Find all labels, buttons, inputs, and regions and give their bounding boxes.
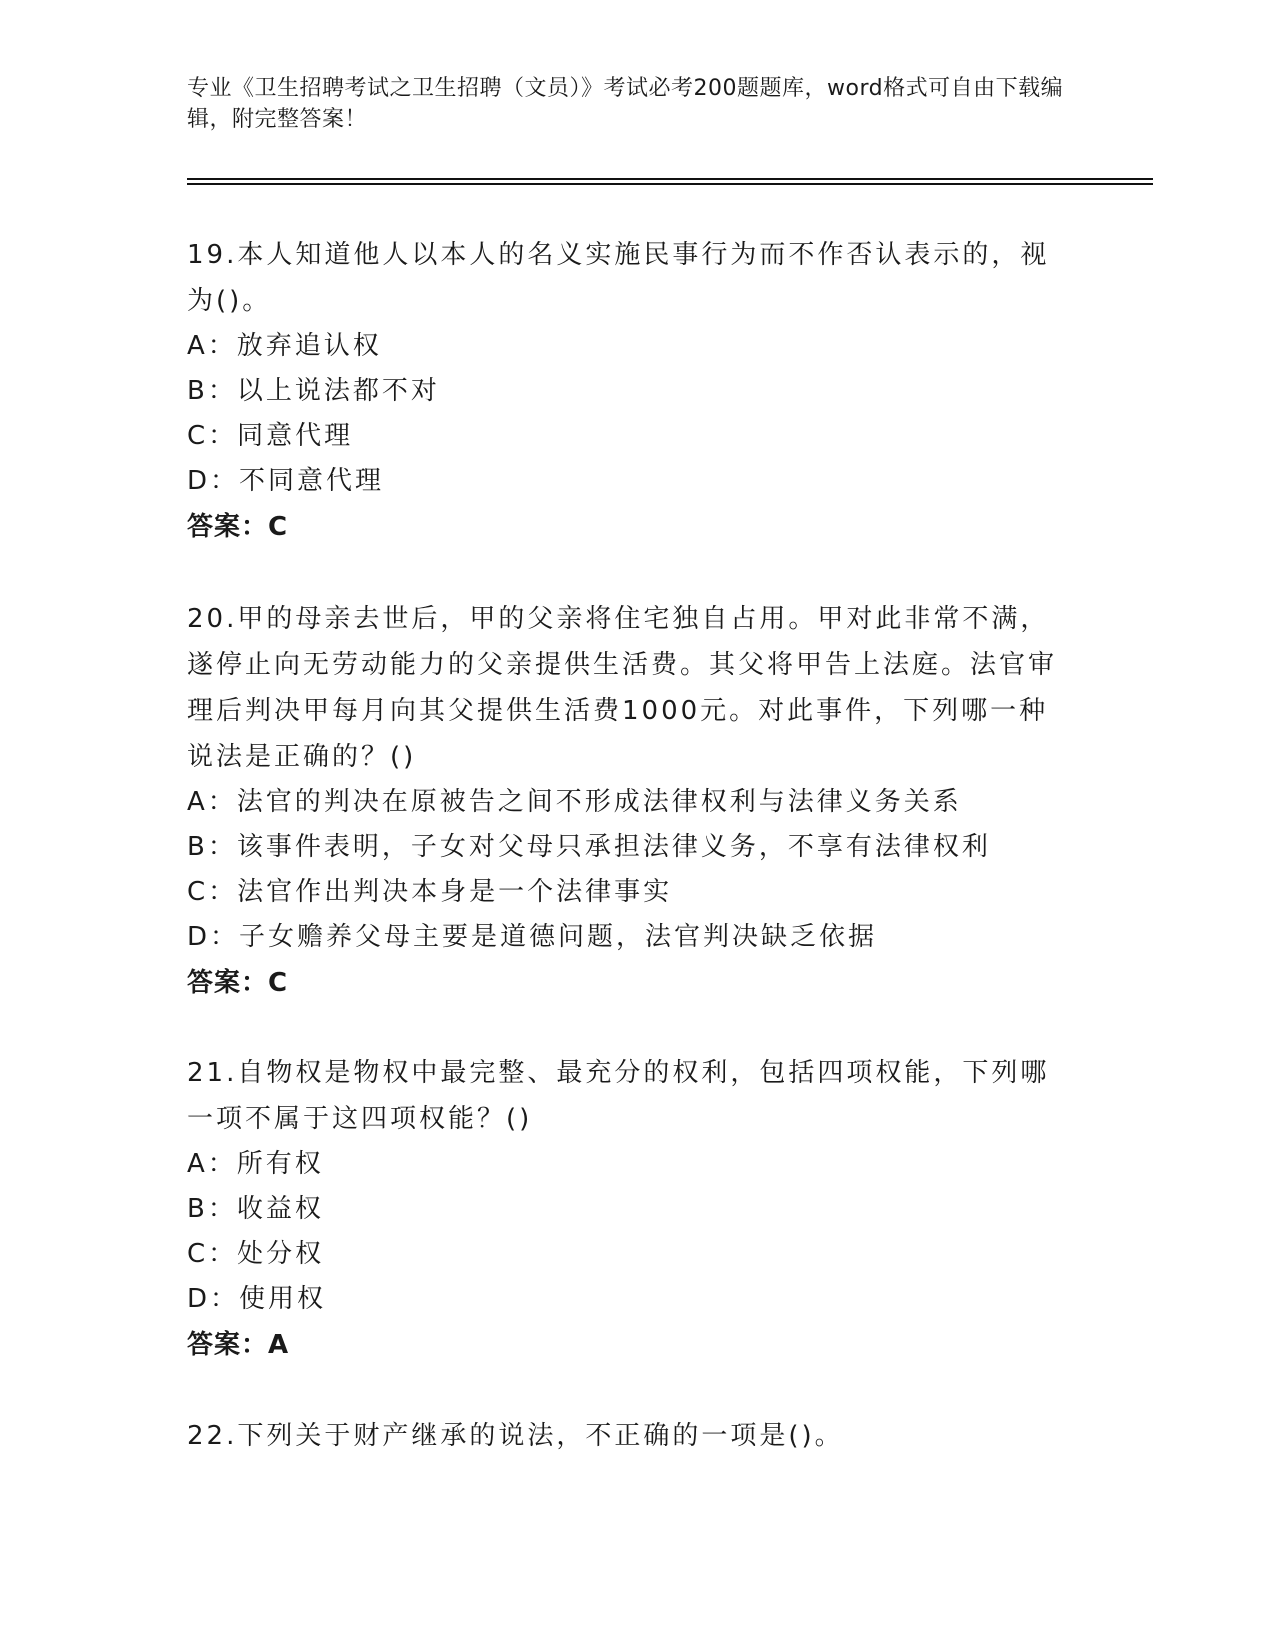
document-header: 专业《卫生招聘考试之卫生招聘（文员）》考试必考200题题库，word格式可自由下载编辑，附完整答案！ (187, 76, 1064, 132)
option-a: A：放弃追认权 (187, 331, 382, 361)
answer-line: 答案：C (187, 512, 289, 542)
option-b: B：该事件表明，子女对父母只承担法律义务，不享有法律权利 (187, 832, 991, 862)
option-c: C：同意代理 (187, 421, 354, 451)
option-d: D：不同意代理 (187, 466, 385, 496)
question-20 (187, 596, 1077, 1006)
header-divider-bottom (187, 183, 1153, 185)
question-stem: 21.自物权是物权中最完整、最充分的权利，包括四项权能，下列哪一项不属于这四项权能？() (187, 1058, 1050, 1134)
option-c: C：法官作出判决本身是一个法律事实 (187, 877, 673, 907)
question-stem: 19.本人知道他人以本人的名义实施民事行为而不作否认表示的，视为()。 (187, 240, 1050, 316)
answer-line: 答案：A (187, 1330, 290, 1360)
option-list (187, 1142, 1077, 1322)
option-b: B：收益权 (187, 1194, 324, 1224)
header-divider-top (187, 178, 1153, 180)
question-22 (187, 1413, 1077, 1459)
option-d: D：使用权 (187, 1284, 327, 1314)
option-list (187, 780, 1077, 960)
option-list (187, 324, 1077, 504)
option-a: A：所有权 (187, 1149, 324, 1179)
option-a: A：法官的判决在原被告之间不形成法律权利与法律义务关系 (187, 787, 962, 817)
question-stem: 20.甲的母亲去世后，甲的父亲将住宅独自占用。甲对此非常不满，遂停止向无劳动能力的父亲提供生活费。其父将甲告上法庭。法官审理后判决甲每月向其父提供生活费1000元。对此事件，下列哪一种说法是正确的？() (187, 604, 1058, 772)
answer-line: 答案：C (187, 968, 289, 998)
question-19 (187, 232, 1077, 550)
option-b: B：以上说法都不对 (187, 376, 440, 406)
question-stem: 22.下列关于财产继承的说法，不正确的一项是()。 (187, 1421, 844, 1451)
option-c: C：处分权 (187, 1239, 325, 1269)
option-d: D：子女赡养父母主要是道德问题，法官判决缺乏依据 (187, 922, 878, 952)
question-21 (187, 1050, 1077, 1368)
